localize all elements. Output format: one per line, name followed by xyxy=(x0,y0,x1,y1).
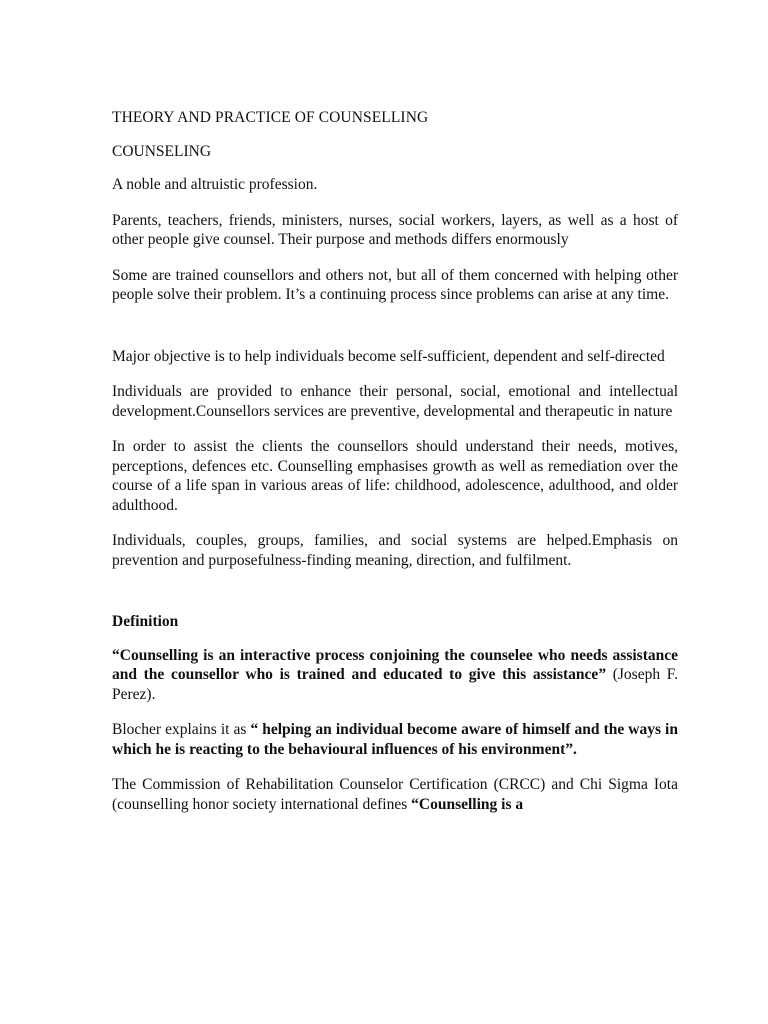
paragraph-4: Major objective is to help individuals become self-sufficient, dependent and self-directed xyxy=(112,347,665,365)
paragraph-6: In order to assist the clients the counsellors should understand their needs, motives, perceptions, defences etc. Counselling emphasises growth as well as remediation over the course of a life span in various areas of life: childhood, adolescence, adulthood, and older adulthood. xyxy=(112,438,678,514)
blank-space xyxy=(112,586,678,612)
paragraph-1: A noble and altruistic profession. xyxy=(112,176,318,193)
blocher-paragraph xyxy=(112,720,678,759)
commission-text: The Commission of Rehabilitation Counselor Certification (CRCC) and Chi Sigma Iota (counselling honor society international defines xyxy=(112,776,678,813)
paragraph-3: Some are trained counsellors and others not, but all of them concerned with helping other people solve their problem. It’s a continuing process since problems can arise at any time. xyxy=(112,266,678,303)
commission-quote: “Counselling is a xyxy=(411,795,524,813)
document-title: THEORY AND PRACTICE OF COUNSELLING xyxy=(112,109,429,126)
commission-paragraph xyxy=(112,775,678,814)
blank-space xyxy=(112,321,678,347)
paragraph-5: Individuals are provided to enhance their personal, social, emotional and intellectual development.Counsellors services are preventive, developmental and therapeutic in nature xyxy=(112,383,678,420)
document-subtitle: COUNSELING xyxy=(112,142,212,160)
document-page xyxy=(112,108,678,830)
definition-paragraph xyxy=(112,646,678,705)
paragraph-7: Individuals, couples, groups, families, and social systems are helped.Emphasis on prevention and purposefulness-finding meaning, direction, and fulfilment. xyxy=(112,532,678,569)
definition-citation: (Joseph F. Perez). xyxy=(112,666,679,703)
paragraph-2: Parents, teachers, friends, ministers, nurses, social workers, layers, as well as a host of other people give counsel. Their purpose and methods differs enormously xyxy=(112,211,678,248)
blocher-quote: “ helping an individual become aware of himself and the ways in which he is reacting to the behavioural influences of his environment”. xyxy=(112,721,678,758)
blocher-intro: Blocher explains it as xyxy=(112,721,251,738)
definition-quote: “Counselling is an interactive process conjoining the counselee who needs assistance and the counsellor who is trained and educated to give this assistance” xyxy=(112,646,678,683)
definition-heading: Definition xyxy=(112,613,179,630)
